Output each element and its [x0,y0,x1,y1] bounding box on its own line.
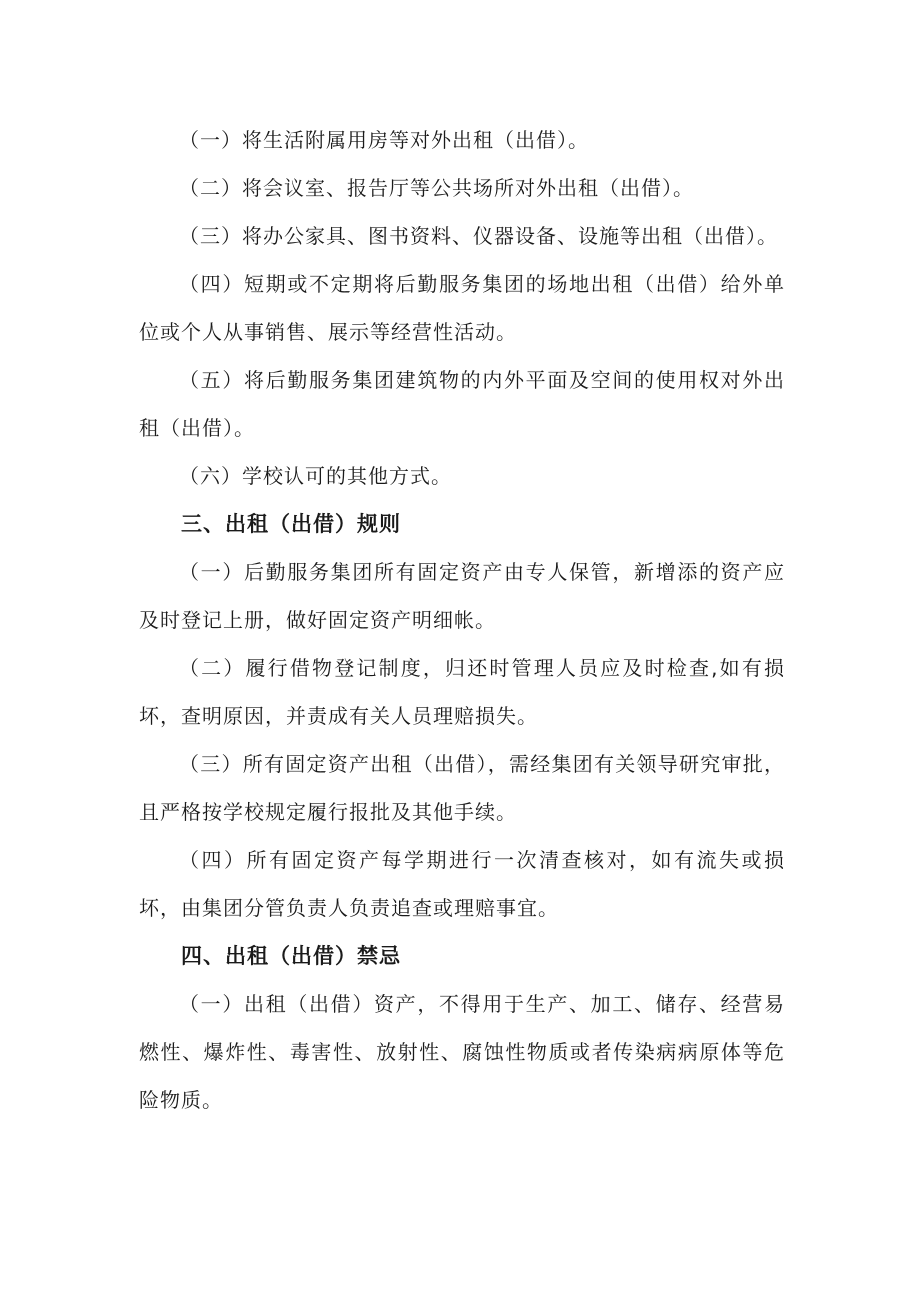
paragraph-3-4: （四）所有固定资产每学期进行一次清查核对，如有流失或损坏，由集团分管负责人负责追查或理赔事宜。 [139,848,785,920]
paragraph-3-1: （一）后勤服务集团所有固定资产由专人保管，新增添的资产应及时登记上册，做好固定资产明细帐。 [139,560,785,632]
paragraph-2-3: （三）将办公家具、图书资料、仪器设备、设施等出租（出借）。 [179,224,778,248]
paragraph-3-3: （三）所有固定资产出租（出借），需经集团有关领导研究审批，且严格按学校规定履行报批及其他手续。 [139,752,785,824]
paragraph-2-1: （一）将生活附属用房等对外出租（出借）。 [179,128,589,152]
paragraph-2-4: （四）短期或不定期将后勤服务集团的场地出租（出借）给外单位或个人从事销售、展示等经营性活动。 [139,272,785,344]
paragraph-2-6: （六）学校认可的其他方式。 [179,464,452,488]
paragraph-3-2: （二）履行借物登记制度，归还时管理人员应及时检查,如有损坏，查明原因，并责成有关人员理赔损失。 [139,656,785,728]
section-heading-rules: 三、出租（出借）规则 [181,512,401,536]
paragraph-2-5: （五）将后勤服务集团建筑物的内外平面及空间的使用权对外出租（出借）。 [139,368,785,440]
document-page [139,116,785,1124]
paragraph-2-2: （二）将会议室、报告厅等公共场所对外出租（出借）。 [179,176,694,200]
paragraph-4-1: （一）出租（出借）资产，不得用于生产、加工、储存、经营易燃性、爆炸性、毒害性、放射性、腐蚀性物质或者传染病病原体等危险物质。 [139,992,785,1112]
section-heading-prohibitions: 四、出租（出借）禁忌 [181,944,401,968]
